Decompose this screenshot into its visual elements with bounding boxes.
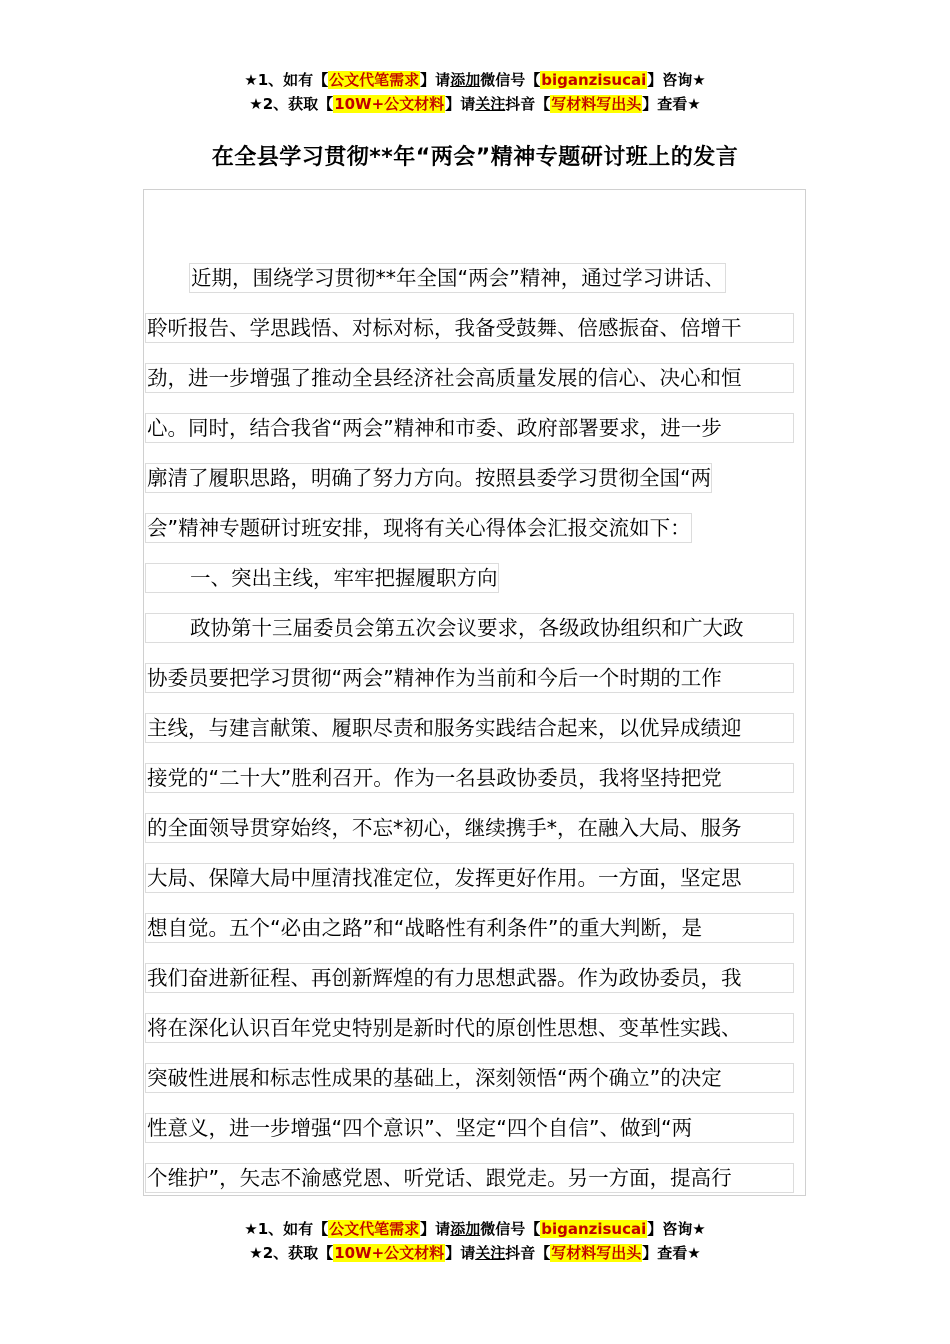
text-line xyxy=(145,509,795,559)
promo-text: 抖音【 xyxy=(505,1244,551,1262)
document-body xyxy=(145,259,795,1209)
line-text: 心。同时，结合我省“两会”精神和市委、政府部署要求，进一步 xyxy=(145,413,794,443)
promo-text: ★2、获取【 xyxy=(249,95,334,113)
promo-highlight: 10W+公文材料 xyxy=(334,95,445,113)
promo-text: 微信号【 xyxy=(480,1220,541,1238)
promo-text: 】咨询★ xyxy=(647,71,706,89)
text-line xyxy=(145,409,795,459)
promo-banner-bottom xyxy=(0,1217,950,1265)
promo-text: 】请 xyxy=(445,1244,476,1262)
text-line xyxy=(145,309,795,359)
promo-text: 】咨询★ xyxy=(647,1220,706,1238)
text-line xyxy=(145,1009,795,1059)
text-line xyxy=(145,909,795,959)
promo-text: 】查看★ xyxy=(642,95,701,113)
text-line xyxy=(145,659,795,709)
promo-highlight: 公文代笔需求 xyxy=(329,71,420,89)
text-line xyxy=(145,1159,795,1209)
promo-wechat-id: biganzisucai xyxy=(541,1220,647,1238)
promo-underlined: 关注 xyxy=(475,1244,506,1262)
promo-text: 】请 xyxy=(420,1220,451,1238)
promo-douyin-id: 写材料写出头 xyxy=(551,1244,642,1262)
line-text: 大局、保障大局中厘清找准定位，发挥更好作用。一方面，坚定思 xyxy=(145,863,794,893)
text-line xyxy=(145,759,795,809)
text-line xyxy=(145,1109,795,1159)
line-text: 想自觉。五个“必由之路”和“战略性有利条件”的重大判断，是 xyxy=(145,913,794,943)
text-line xyxy=(145,609,795,659)
line-text: 将在深化认识百年党史特别是新时代的原创性思想、变革性实践、 xyxy=(145,1013,794,1043)
promo-underlined: 添加 xyxy=(450,1220,481,1238)
promo-wechat-id: biganzisucai xyxy=(541,71,647,89)
text-line xyxy=(145,259,795,309)
promo-douyin-id: 写材料写出头 xyxy=(551,95,642,113)
promo-line-2 xyxy=(0,92,950,116)
line-text: 个维护”，矢志不渝感党恩、听党话、跟党走。另一方面，提高行 xyxy=(145,1163,794,1193)
promo-text: 】请 xyxy=(420,71,451,89)
document-title: 在全县学习贯彻**年“两会”精神专题研讨班上的发言 xyxy=(211,145,739,170)
promo-text: 抖音【 xyxy=(505,95,551,113)
promo-line-1 xyxy=(0,1217,950,1241)
promo-text: ★1、如有【 xyxy=(244,1220,329,1238)
line-text: 聆听报告、学思践悟、对标对标，我备受鼓舞、倍感振奋、倍增干 xyxy=(145,313,794,343)
promo-line-2 xyxy=(0,1241,950,1265)
line-text: 协委员要把学习贯彻“两会”精神作为当前和今后一个时期的工作 xyxy=(145,663,794,693)
text-line xyxy=(145,859,795,909)
line-text: 会”精神专题研讨班安排，现将有关心得体会汇报交流如下： xyxy=(145,513,692,543)
text-line xyxy=(145,809,795,859)
line-text: 突破性进展和标志性成果的基础上，深刻领悟“两个确立”的决定 xyxy=(145,1063,794,1093)
promo-banner-top xyxy=(0,68,950,116)
promo-text: 微信号【 xyxy=(480,71,541,89)
section-heading xyxy=(145,559,795,609)
promo-underlined: 添加 xyxy=(450,71,481,89)
line-text: 接党的“二十大”胜利召开。作为一名县政协委员，我将坚持把党 xyxy=(145,763,794,793)
promo-text: 】查看★ xyxy=(642,1244,701,1262)
line-text: 政协第十三届委员会第五次会议要求，各级政协组织和广大政 xyxy=(145,613,794,643)
line-text: 的全面领导贯穿始终，不忘*初心，继续携手*，在融入大局、服务 xyxy=(145,813,794,843)
line-text: 主线，与建言献策、履职尽责和服务实践结合起来，以优异成绩迎 xyxy=(145,713,794,743)
promo-line-1 xyxy=(0,68,950,92)
promo-underlined: 关注 xyxy=(475,95,506,113)
promo-highlight: 公文代笔需求 xyxy=(329,1220,420,1238)
line-text: 性意义，进一步增强“四个意识”、坚定“四个自信”、做到“两 xyxy=(145,1113,794,1143)
promo-text: ★1、如有【 xyxy=(244,71,329,89)
text-line xyxy=(145,459,795,509)
text-line xyxy=(145,709,795,759)
text-line xyxy=(145,359,795,409)
text-line xyxy=(145,1059,795,1109)
line-text: 劲，进一步增强了推动全县经济社会高质量发展的信心、决心和恒 xyxy=(145,363,794,393)
promo-highlight: 10W+公文材料 xyxy=(334,1244,445,1262)
line-text: 我们奋进新征程、再创新辉煌的有力思想武器。作为政协委员，我 xyxy=(145,963,794,993)
promo-text: 】请 xyxy=(445,95,476,113)
promo-text: ★2、获取【 xyxy=(249,1244,334,1262)
text-line xyxy=(145,959,795,1009)
line-text: 近期，围绕学习贯彻**年全国“两会”精神，通过学习讲话、 xyxy=(189,263,726,293)
line-text: 廓清了履职思路，明确了努力方向。按照县委学习贯彻全国“两 xyxy=(145,463,712,493)
heading-text: 一、突出主线，牢牢把握履职方向 xyxy=(145,563,499,593)
